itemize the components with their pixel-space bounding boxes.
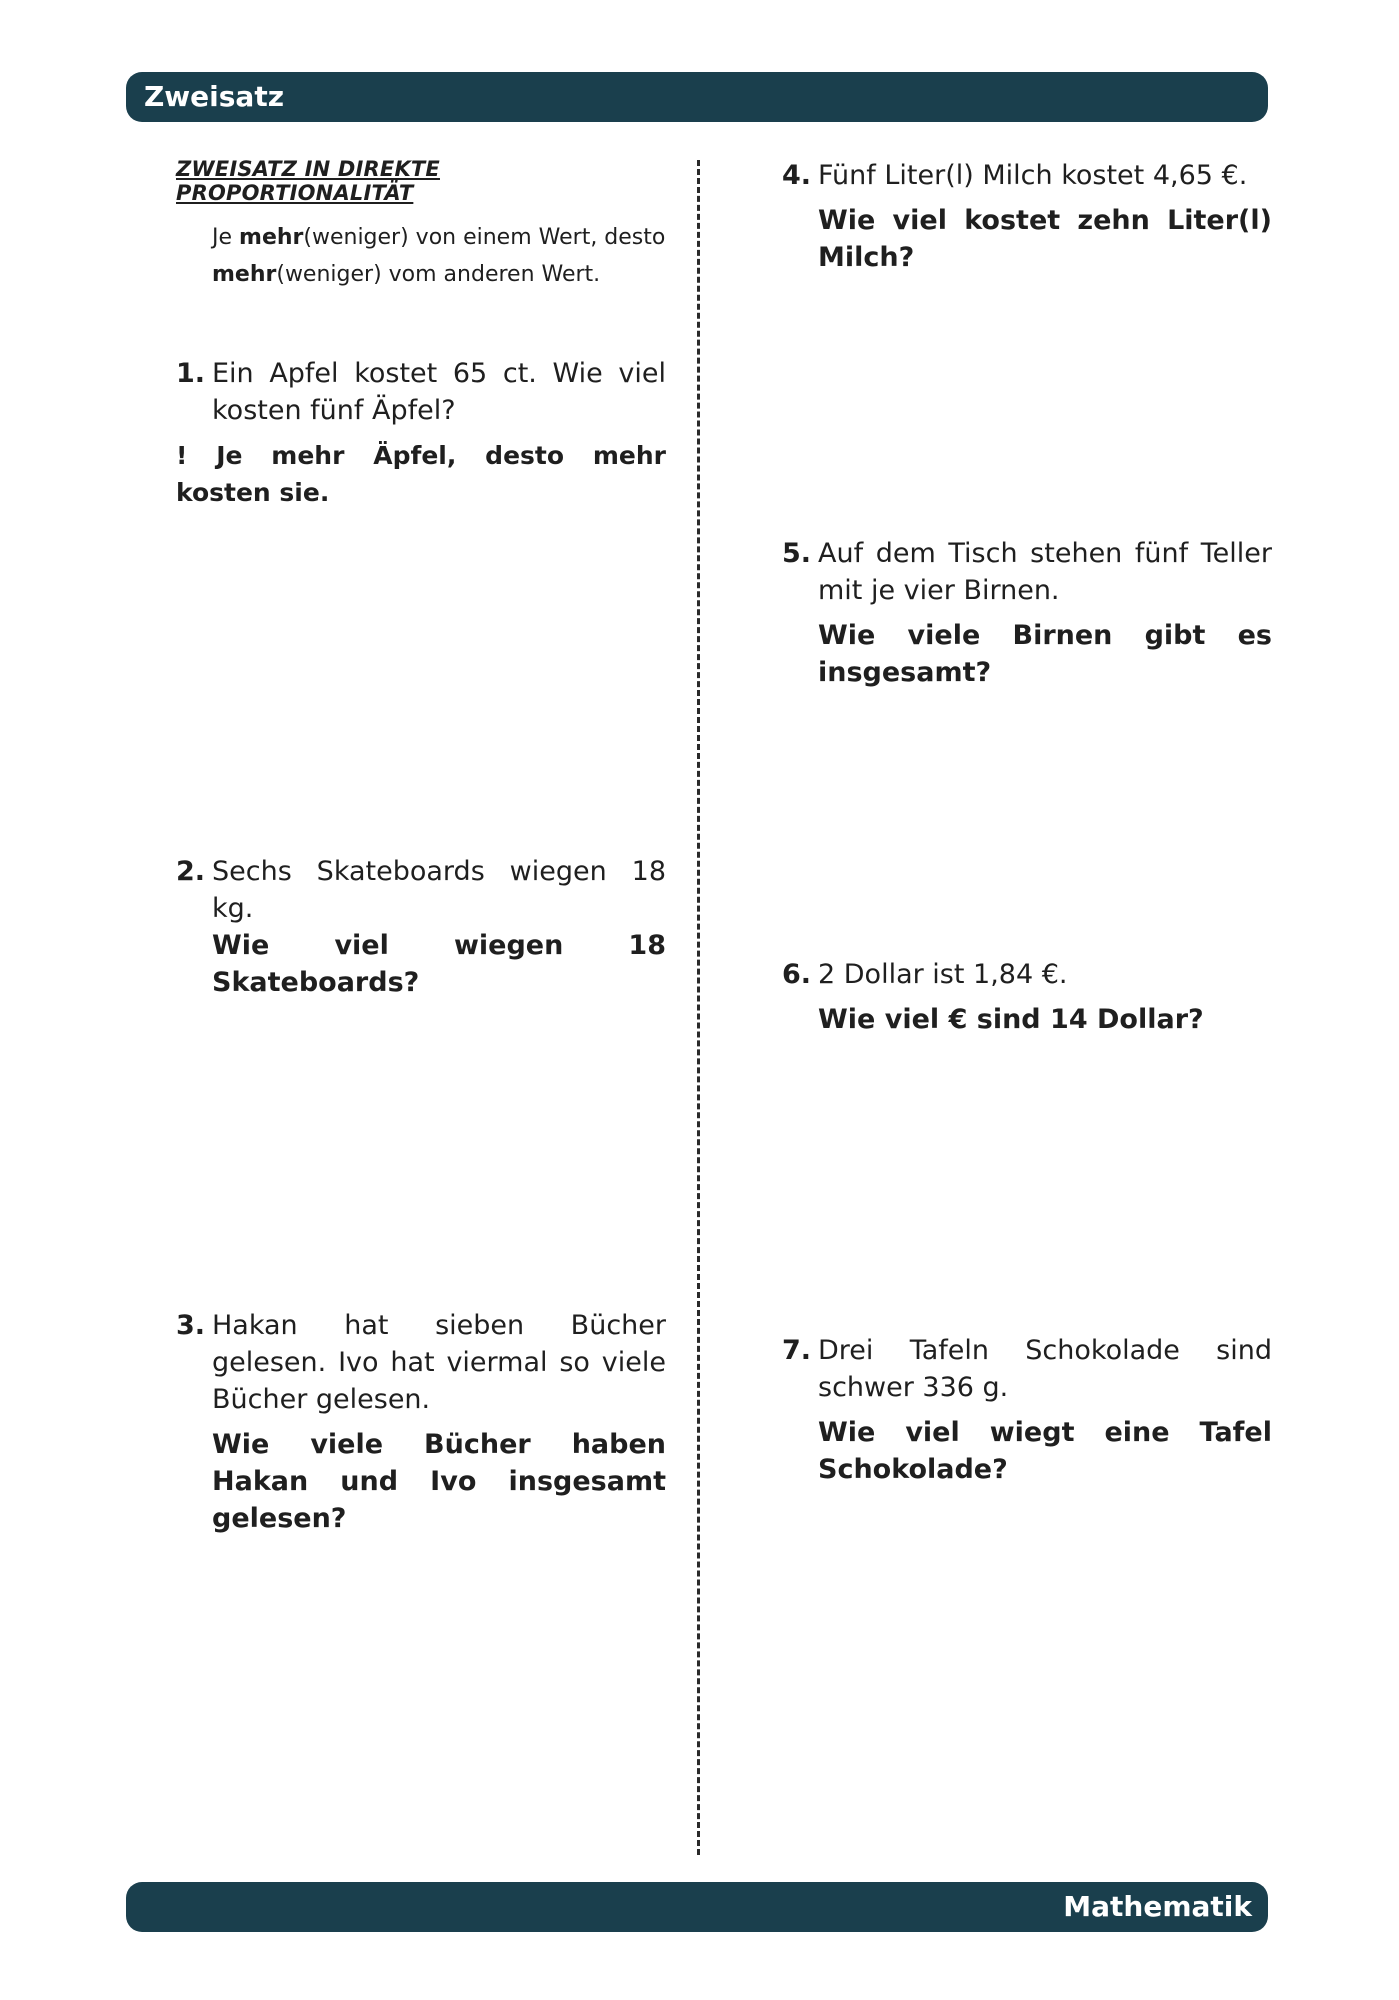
- task-question: Wie viel kostet zehn Liter(l) Milch?: [818, 205, 1272, 273]
- task-number: 5.: [782, 538, 812, 569]
- intro-line-2: [212, 256, 666, 293]
- task-question: Wie viele Bücher haben Hakan und Ivo insgesamt gelesen?: [212, 1429, 666, 1534]
- page-title: Zweisatz: [144, 80, 284, 113]
- task-2: [176, 853, 666, 1001]
- task-statement: Drei Tafeln Schokolade sind schwer 336 g.: [818, 1335, 1272, 1403]
- footer-bar: [126, 1882, 1268, 1932]
- task-number: 3.: [176, 1310, 206, 1341]
- intro-line-1: [212, 219, 666, 256]
- column-divider: [697, 160, 700, 1855]
- intro-text-pre: Je: [212, 225, 240, 250]
- task-4: [782, 157, 1272, 276]
- task-statement: Sechs Skateboards wiegen 18 kg.: [212, 856, 666, 924]
- intro-emphasis-2: mehr: [212, 262, 277, 287]
- task-statement: Fünf Liter(l) Milch kostet 4,65 €.: [818, 160, 1248, 191]
- task-statement: 2 Dollar ist 1,84 €.: [818, 959, 1068, 990]
- task-statement: Hakan hat sieben Bücher gelesen. Ivo hat viermal so viele Bücher gelesen.: [212, 1310, 666, 1415]
- task-question: Wie viel € sind 14 Dollar?: [818, 1004, 1204, 1035]
- task-number: 1.: [176, 358, 206, 389]
- task-5: [782, 535, 1272, 691]
- intro-emphasis-1: mehr: [239, 225, 304, 250]
- task-question: Wie viele Birnen gibt es insgesamt?: [818, 620, 1272, 688]
- task-statement: Ein Apfel kostet 65 ct. Wie viel kosten fünf Äpfel?: [212, 358, 666, 426]
- task-number: 7.: [782, 1335, 812, 1366]
- intro-box: [176, 157, 666, 293]
- task-question: Wie viel wiegen 18 Skateboards?: [212, 930, 666, 998]
- task-number: 4.: [782, 160, 812, 191]
- task-3: [176, 1307, 666, 1537]
- task-number: 6.: [782, 959, 812, 990]
- task-1: [176, 355, 666, 511]
- intro-text-post-1: (weniger) von einem Wert, desto: [303, 225, 666, 250]
- subject-label: Mathematik: [1063, 1890, 1252, 1923]
- task-7: [782, 1332, 1272, 1488]
- task-question: ! Je mehr Äpfel, desto mehr kosten sie.: [176, 441, 666, 507]
- task-6: [782, 956, 1272, 1038]
- intro-rule: [212, 219, 666, 293]
- task-number: 2.: [176, 856, 206, 887]
- task-question: Wie viel wiegt eine Tafel Schokolade?: [818, 1417, 1272, 1485]
- intro-heading: ZWEISATZ IN DIREKTE PROPORTIONALITÄT: [176, 157, 440, 205]
- header-bar: [126, 72, 1268, 122]
- intro-text-post-2: (weniger) vom anderen Wert.: [276, 262, 601, 287]
- task-statement: Auf dem Tisch stehen fünf Teller mit je vier Birnen.: [818, 538, 1272, 606]
